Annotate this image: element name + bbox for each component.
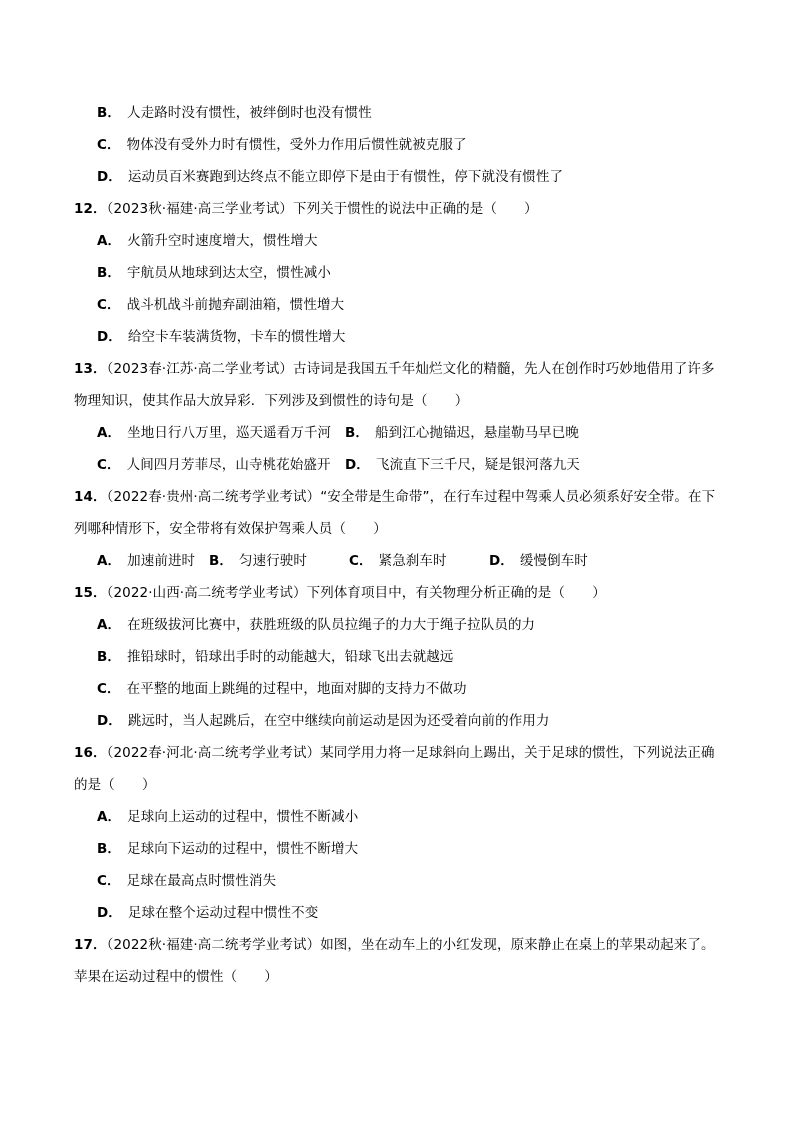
q14-option-b — [209, 552, 349, 570]
q15-option-c — [97, 680, 467, 698]
option-text: 匀速行驶时 — [239, 553, 307, 569]
q15-option-b — [97, 648, 453, 666]
option-text: 船到江心抛锚迟，悬崖勒马早已晚 — [375, 425, 579, 441]
question-text: 古诗词是我国五千年灿烂文化的精髓，先人在创作时巧妙地借用了许多 — [292, 361, 715, 377]
option-text: 人间四月芳菲尽，山寺桃花始盛开 — [126, 457, 331, 473]
q13-option-a — [97, 424, 345, 442]
option-text: 足球向上运动的过程中，惯性不断减小 — [127, 809, 359, 825]
q16-stem-cont — [74, 776, 156, 794]
q12-option-b — [97, 264, 331, 282]
question-source: （2023春·江苏·高二学业考试） — [106, 361, 293, 377]
option-label: D． — [489, 553, 514, 569]
q14-stem — [74, 488, 715, 506]
q13-stem-cont — [74, 392, 468, 410]
option-label: B． — [97, 265, 121, 281]
q16-stem — [74, 744, 715, 762]
q13-option-d — [345, 456, 580, 474]
question-text: 下列关于惯性的说法中正确的是（ ） — [292, 201, 538, 217]
q15-option-a — [97, 616, 535, 634]
q12-option-d — [97, 328, 346, 346]
question-source: （2022秋·福建·高二统考学业考试） — [106, 937, 321, 953]
option-text: 战斗机战斗前抛弃副油箱，惯性增大 — [126, 297, 345, 313]
q11-option-d — [97, 168, 563, 186]
option-label: A． — [97, 617, 122, 633]
q12-stem — [74, 200, 538, 218]
q11-option-b — [97, 104, 372, 122]
option-label: D． — [97, 905, 122, 921]
question-source: （2023秋·福建·高三学业考试） — [106, 201, 293, 217]
question-text: 下列体育项目中，有关物理分析正确的是（ ） — [306, 585, 606, 601]
q12-option-c — [97, 296, 344, 314]
option-text: 运动员百米赛跑到达终点不能立即停下是由于有惯性，停下就没有惯性了 — [127, 169, 564, 185]
option-label: D． — [97, 169, 122, 185]
option-label: B． — [97, 105, 121, 121]
question-number: 13． — [74, 361, 107, 377]
question-number: 14． — [74, 489, 107, 505]
q16-option-d — [97, 904, 318, 922]
option-text: 人走路时没有惯性，被绊倒时也没有惯性 — [127, 105, 372, 121]
option-text: 足球在最高点时惯性消失 — [126, 873, 277, 889]
option-label: C． — [97, 137, 121, 153]
q13-options-row2 — [97, 456, 580, 474]
q14-stem-cont — [74, 520, 387, 538]
question-text: 物理知识，使其作品大放异彩．下列涉及到惯性的诗句是（ ） — [74, 393, 469, 409]
option-label: C． — [97, 297, 121, 313]
option-text: 足球在整个运动过程中惯性不变 — [127, 905, 319, 921]
option-text: 坐地日行八万里，巡天遥看万千河 — [127, 425, 332, 441]
option-text: 给空卡车装满货物，卡车的惯性增大 — [127, 329, 346, 345]
q13-option-c — [97, 456, 345, 474]
option-label: B． — [97, 841, 121, 857]
question-source: （2022春·贵州·高二统考学业考试） — [106, 489, 321, 505]
option-label: B． — [209, 553, 233, 569]
q11-option-c — [97, 136, 467, 154]
option-label: C． — [97, 457, 121, 473]
question-number: 12． — [74, 201, 107, 217]
question-text: 苹果在运动过程中的惯性（ ） — [74, 969, 278, 985]
question-text: “安全带是生命带”，在行车过程中驾乘人员必须系好安全带。在下 — [320, 489, 716, 505]
option-text: 宇航员从地球到达太空，惯性减小 — [127, 265, 331, 281]
option-text: 足球向下运动的过程中，惯性不断增大 — [127, 841, 359, 857]
q12-option-a — [97, 232, 318, 250]
option-label: B． — [345, 425, 369, 441]
question-number: 16． — [74, 745, 107, 761]
q13-stem — [74, 360, 715, 378]
option-label: A． — [97, 233, 122, 249]
q14-option-a — [97, 552, 209, 570]
option-text: 跳远时，当人起跳后，在空中继续向前运动是因为还受着向前的作用力 — [127, 713, 550, 729]
option-label: C． — [97, 873, 121, 889]
q17-stem — [74, 936, 715, 954]
option-text: 飞流直下三千尺，疑是银河落九天 — [375, 457, 580, 473]
q14-option-d — [489, 552, 588, 570]
question-number: 17． — [74, 937, 107, 953]
q13-options-row1 — [97, 424, 579, 442]
q14-options-row — [97, 552, 588, 570]
question-text: 列哪种情形下，安全带将有效保护驾乘人员（ ） — [74, 521, 387, 537]
option-label: D． — [345, 457, 370, 473]
q16-option-b — [97, 840, 358, 858]
option-label: B． — [97, 649, 121, 665]
q16-option-c — [97, 872, 276, 890]
q15-option-d — [97, 712, 550, 730]
q13-option-b — [345, 424, 579, 442]
q17-stem-cont — [74, 968, 278, 986]
option-text: 紧急刹车时 — [378, 553, 447, 569]
option-text: 物体没有受外力时有惯性，受外力作用后惯性就被克服了 — [126, 137, 467, 153]
question-source: （2022·山西·高二统考学业考试） — [106, 585, 307, 601]
option-text: 加速前进时 — [127, 553, 196, 569]
option-label: D． — [97, 329, 122, 345]
option-label: C． — [349, 553, 373, 569]
question-text: 某同学用力将一足球斜向上踢出，关于足球的惯性，下列说法正确 — [320, 745, 715, 761]
question-source: （2022春·河北·高二统考学业考试） — [106, 745, 321, 761]
option-text: 在平整的地面上跳绳的过程中，地面对脚的支持力不做功 — [126, 681, 467, 697]
q14-option-c — [349, 552, 489, 570]
option-text: 在班级拔河比赛中，获胜班级的队员拉绳子的力大于绳子拉队员的力 — [127, 617, 536, 633]
option-label: D． — [97, 713, 122, 729]
q15-stem — [74, 584, 606, 602]
option-label: A． — [97, 553, 122, 569]
option-text: 火箭升空时速度增大，惯性增大 — [127, 233, 318, 249]
question-text: 的是（ ） — [74, 777, 156, 793]
option-label: A． — [97, 809, 122, 825]
option-text: 推铅球时，铅球出手时的动能越大，铅球飞出去就越远 — [127, 649, 454, 665]
question-number: 15． — [74, 585, 107, 601]
q16-option-a — [97, 808, 358, 826]
option-text: 缓慢倒车时 — [519, 553, 588, 569]
question-text: 如图，坐在动车上的小红发现，原来静止在桌上的苹果动起来了。 — [320, 937, 715, 953]
option-label: C． — [97, 681, 121, 697]
option-label: A． — [97, 425, 122, 441]
